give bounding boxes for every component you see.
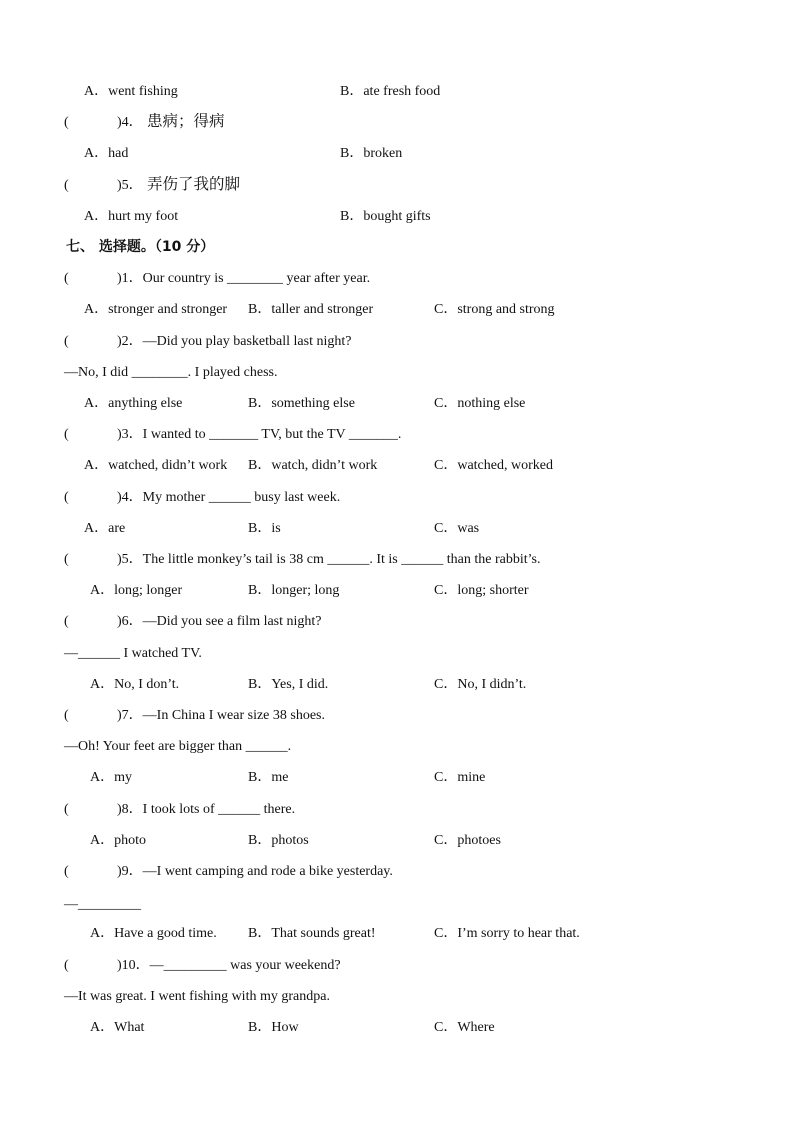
option-b: B．broken <box>340 146 403 161</box>
option-b: B．is <box>248 521 281 536</box>
answer-paren: ( <box>64 802 69 817</box>
option-c: C．mine <box>434 770 486 785</box>
answer-paren: ( <box>64 552 69 567</box>
option-b: B．watch, didn’t work <box>248 458 378 473</box>
option-b: B．something else <box>248 396 355 411</box>
option-a: A．long; longer <box>90 583 183 598</box>
option-a: A．hurt my foot <box>84 209 179 224</box>
answer-paren: ( <box>64 614 69 629</box>
option-c: C．No, I didn’t. <box>434 677 527 692</box>
question-stem: )9．—I went camping and rode a bike yesterday. <box>117 864 393 879</box>
option-a: A．are <box>84 521 126 536</box>
option-c: C．Where <box>434 1020 495 1035</box>
question-stem: )6．—Did you see a film last night? <box>117 614 322 629</box>
answer-paren: ( <box>64 427 69 442</box>
option-c: C．I’m sorry to hear that. <box>434 926 580 941</box>
question-stem: )2．—Did you play basketball last night? <box>117 334 352 349</box>
question-stem: )1．Our country is ________ year after year. <box>117 271 371 286</box>
answer-paren: ( <box>64 178 69 193</box>
section-title: 七、 选择题。（10 分） <box>66 239 215 255</box>
question-reply: —______ I watched TV. <box>64 646 202 661</box>
option-a: A．anything else <box>84 396 183 411</box>
option-c: C．photoes <box>434 833 501 848</box>
question-reply: —It was great. I went fishing with my grandpa. <box>64 989 330 1004</box>
option-c: C．long; shorter <box>434 583 529 598</box>
option-b: B．longer; long <box>248 583 340 598</box>
option-a: A．my <box>90 770 132 785</box>
option-b: B．ate fresh food <box>340 84 441 99</box>
answer-paren: ( <box>64 708 69 723</box>
question-stem: )3．I wanted to _______ TV, but the TV _______. <box>117 427 402 442</box>
option-a: A．went fishing <box>84 84 178 99</box>
option-a: A．stronger and stronger <box>84 302 228 317</box>
option-c: C．nothing else <box>434 396 526 411</box>
question-stem: )7．—In China I wear size 38 shoes. <box>117 708 326 723</box>
option-b: B．How <box>248 1020 299 1035</box>
option-a: A．photo <box>90 833 146 848</box>
question-reply: —Oh! Your feet are bigger than ______. <box>64 739 292 754</box>
question-reply: —_________ <box>64 897 141 912</box>
option-b: B．That sounds great! <box>248 926 376 941</box>
option-c: C．watched, worked <box>434 458 553 473</box>
question-stem: )8．I took lots of ______ there. <box>117 802 296 817</box>
option-c: C．was <box>434 521 480 536</box>
question-reply: —No, I did ________. I played chess. <box>64 365 278 380</box>
option-b: B．bought gifts <box>340 209 431 224</box>
question-stem: )4．My mother ______ busy last week. <box>117 490 341 505</box>
option-b: B．taller and stronger <box>248 302 374 317</box>
option-a: A．No, I don’t. <box>90 677 180 692</box>
question-number: )4． <box>117 115 143 130</box>
option-b: B．Yes, I did. <box>248 677 329 692</box>
option-a: A．Have a good time. <box>90 926 217 941</box>
question-text: 弄伤了我的脚 <box>147 176 241 193</box>
question-text: 患病；得病 <box>147 113 225 130</box>
answer-paren: ( <box>64 271 69 286</box>
option-b: B．photos <box>248 833 309 848</box>
option-a: A．What <box>90 1020 145 1035</box>
question-number: )5． <box>117 178 143 193</box>
option-b: B．me <box>248 770 289 785</box>
question-stem: )10．—_________ was your weekend? <box>117 958 341 973</box>
option-c: C．strong and strong <box>434 302 555 317</box>
option-a: A．had <box>84 146 129 161</box>
option-a: A．watched, didn’t work <box>84 458 228 473</box>
answer-paren: ( <box>64 334 69 349</box>
answer-paren: ( <box>64 864 69 879</box>
question-stem: )5．The little monkey’s tail is 38 cm ______. It is ______ than the rabbit’s. <box>117 552 541 567</box>
answer-paren: ( <box>64 490 69 505</box>
answer-paren: ( <box>64 115 69 130</box>
answer-paren: ( <box>64 958 69 973</box>
